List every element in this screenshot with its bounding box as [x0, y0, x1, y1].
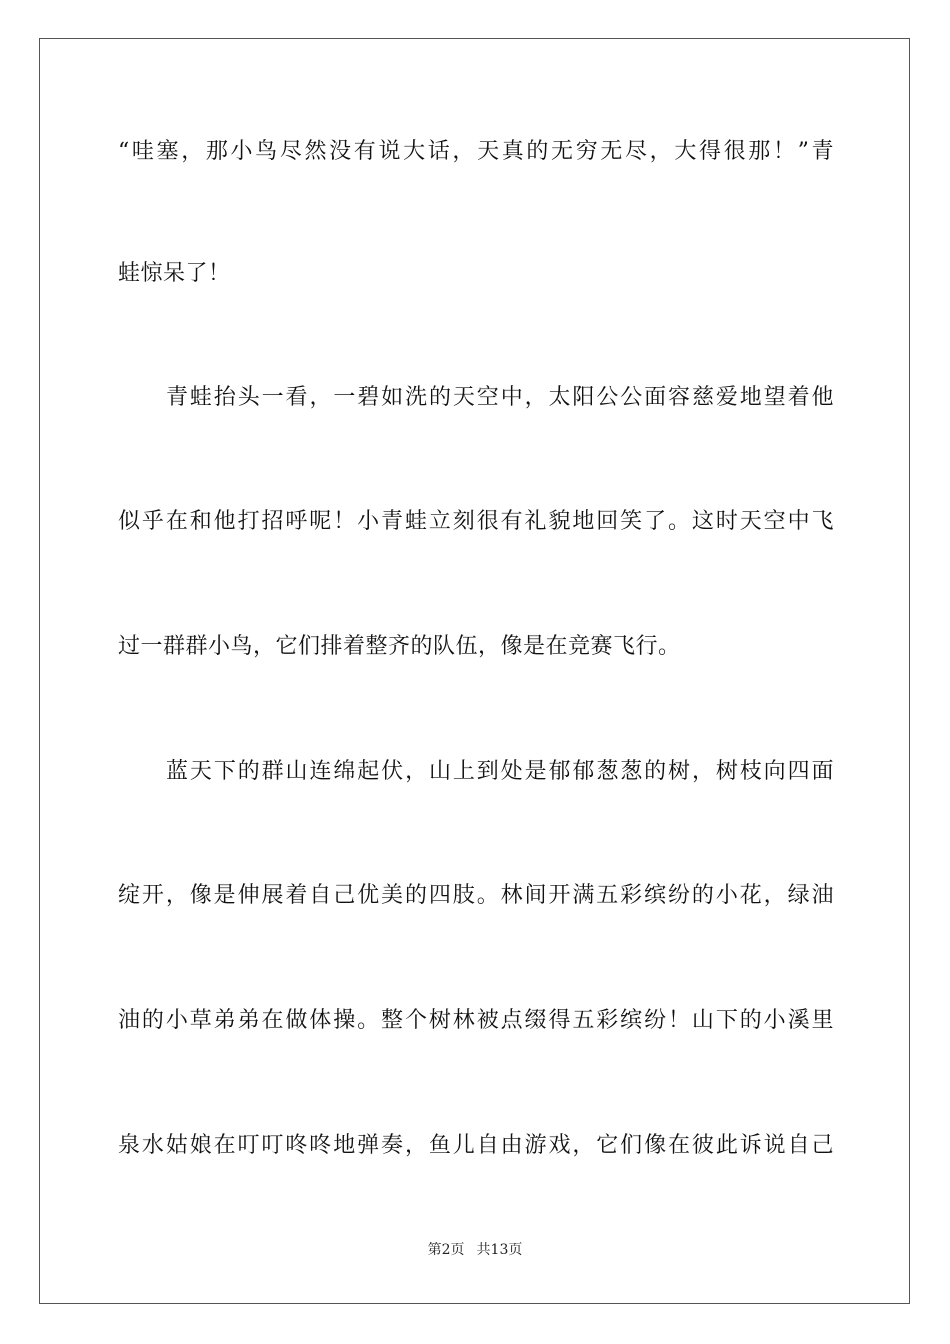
text-line-1: “哇塞，那小鸟尽然没有说大话，天真的无穷无尽，大得很那！”青 [118, 139, 834, 164]
page-border [39, 38, 910, 1304]
text-line-9: 泉水姑娘在叮叮咚咚地弹奏，鱼儿自由游戏，它们像在彼此诉说自己 [118, 1133, 834, 1158]
text-line-2: 蛙惊呆了！ [118, 261, 231, 286]
page-footer [0, 1241, 950, 1259]
page-number: 第2页 [427, 1242, 465, 1258]
page-total: 共13页 [476, 1242, 523, 1258]
text-line-7: 绽开，像是伸展着自己优美的四肢。林间开满五彩缤纷的小花，绿油 [118, 883, 834, 908]
text-line-3: 青蛙抬头一看，一碧如洗的天空中，太阳公公面容慈爱地望着他 [166, 385, 834, 410]
text-line-4: 似乎在和他打招呼呢！小青蛙立刻很有礼貌地回笑了。这时天空中飞 [118, 509, 834, 534]
text-line-6: 蓝天下的群山连绵起伏，山上到处是郁郁葱葱的树，树枝向四面 [166, 759, 834, 784]
text-line-5: 过一群群小鸟，它们排着整齐的队伍，像是在竞赛飞行。 [118, 634, 681, 659]
text-line-8: 油的小草弟弟在做体操。整个树林被点缀得五彩缤纷！山下的小溪里 [118, 1008, 834, 1033]
